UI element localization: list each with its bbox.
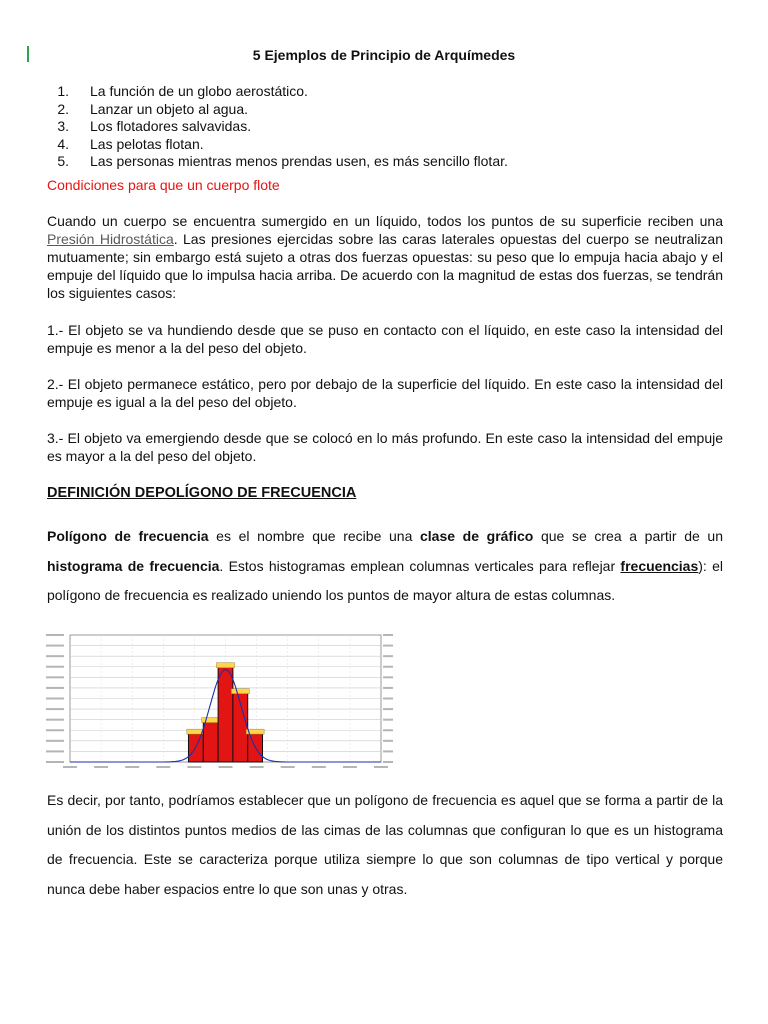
y-tick-label-right <box>383 729 393 731</box>
x-tick-label <box>187 766 201 768</box>
y-tick-label-left <box>46 740 64 742</box>
chart-svg <box>44 632 395 772</box>
y-tick-label-left <box>46 761 64 763</box>
y-tick-label-right <box>383 740 393 742</box>
document-title: 5 Ejemplos de Principio de Arquímedes <box>252 47 516 63</box>
x-tick-label <box>250 766 264 768</box>
y-tick-label-right <box>383 655 393 657</box>
examples-list <box>47 83 508 171</box>
y-tick-label-right <box>383 666 393 668</box>
x-tick-label <box>94 766 108 768</box>
x-tick-label <box>281 766 295 768</box>
y-tick-label-right <box>383 761 393 763</box>
histogram-bar <box>203 722 218 762</box>
x-tick-label <box>125 766 139 768</box>
list-item: 1. La función de un globo aerostático. <box>57 83 308 99</box>
y-tick-label-right <box>383 750 393 752</box>
presion-hidrostatica-link[interactable]: Presión Hidrostática <box>47 231 174 247</box>
frecuencias-link[interactable]: frecuencias <box>620 557 699 574</box>
y-tick-label-left <box>46 719 64 721</box>
y-tick-label-left <box>46 729 64 731</box>
bar-data-label <box>231 689 249 694</box>
y-tick-label-left <box>46 655 64 657</box>
y-tick-label-left <box>46 750 64 752</box>
y-tick-label-left <box>46 645 64 647</box>
x-tick-label <box>219 766 233 768</box>
case-2-paragraph: 2.- El objeto permanece estático, pero por debajo de la superficie del líquido. En este caso la intensidad del empuje es igual a la del peso del objeto. <box>47 376 723 410</box>
y-tick-label-right <box>383 708 393 710</box>
definition-paragraph: Polígono de frecuencia es el nombre que recibe una clase de gráfico que se crea a partir de un histograma de frecuencia. Estos histogramas emplean columnas verticales para reflejar frecuencias): el polígono de frecuencia es realizado uniendo los puntos de mayor altura de estas columnas. <box>47 528 723 603</box>
intro-paragraph: Cuando un cuerpo se encuentra sumergido en un líquido, todos los puntos de su superficie reciben una Presión Hidrostática. Las presiones ejercidas sobre las caras laterales opuestas del cuerpo se neutralizan mutuamente; sin embargo está sujeto a otras dos fuerzas opuestas: su peso que lo empuja hacia abajo y el empuje del líquido que lo impulsa hacia arriba. De acuerdo con la magnitud de estas dos fuerzas, se tendrán los siguientes casos: <box>47 213 723 301</box>
list-item: 5. Las personas mientras menos prendas usen, es más sencillo flotar. <box>57 153 508 169</box>
x-tick-label <box>63 766 77 768</box>
y-tick-label-left <box>46 676 64 678</box>
y-tick-label-right <box>383 634 393 636</box>
list-item: 3. Los flotadores salvavidas. <box>57 118 252 134</box>
list-item: 4. Las pelotas flotan. <box>57 135 204 152</box>
y-tick-label-right <box>383 698 393 700</box>
case-3-paragraph: 3.- El objeto va emergiendo desde que se colocó en lo más profundo. En este caso la intensidad del empuje es mayor a la del peso del objeto. <box>47 430 723 464</box>
y-tick-label-left <box>46 698 64 700</box>
x-tick-label <box>343 766 357 768</box>
bar-data-label <box>217 663 235 668</box>
x-tick-label <box>156 766 170 768</box>
x-tick-label <box>312 766 326 768</box>
y-tick-label-right <box>383 645 393 647</box>
conditions-heading: Condiciones para que un cuerpo flote <box>47 177 280 193</box>
y-tick-label-left <box>46 666 64 668</box>
bar-data-label <box>202 718 220 723</box>
case-1-paragraph: 1.- El objeto se va hundiendo desde que se puso en contacto con el líquido, en este caso la intensidad del empuje es menor a la del peso del objeto. <box>47 322 723 356</box>
list-item: 2. Lanzar un objeto al agua. <box>57 100 249 117</box>
y-tick-label-left <box>46 687 64 689</box>
y-tick-label-right <box>383 719 393 721</box>
closing-paragraph: Es decir, por tanto, podríamos establecer que un polígono de frecuencia es aquel que se forma a partir de la unión de los distintos puntos medios de las cimas de las columnas que configuran lo que es un histograma de frecuencia. Este se caracteriza porque utiliza siempre lo que son columnas de tipo vertical y porque nunca debe haber espacios entre lo que son unas y otras. <box>47 792 723 897</box>
x-tick-label <box>374 766 388 768</box>
definition-heading: DEFINICIÓN DEPOLÍGONO DE FRECUENCIA <box>47 485 357 501</box>
frequency-polygon-chart <box>44 632 395 772</box>
y-tick-label-left <box>46 708 64 710</box>
y-tick-label-right <box>383 687 393 689</box>
histogram-bar <box>218 667 233 762</box>
y-tick-label-right <box>383 676 393 678</box>
y-tick-label-left <box>46 634 64 636</box>
